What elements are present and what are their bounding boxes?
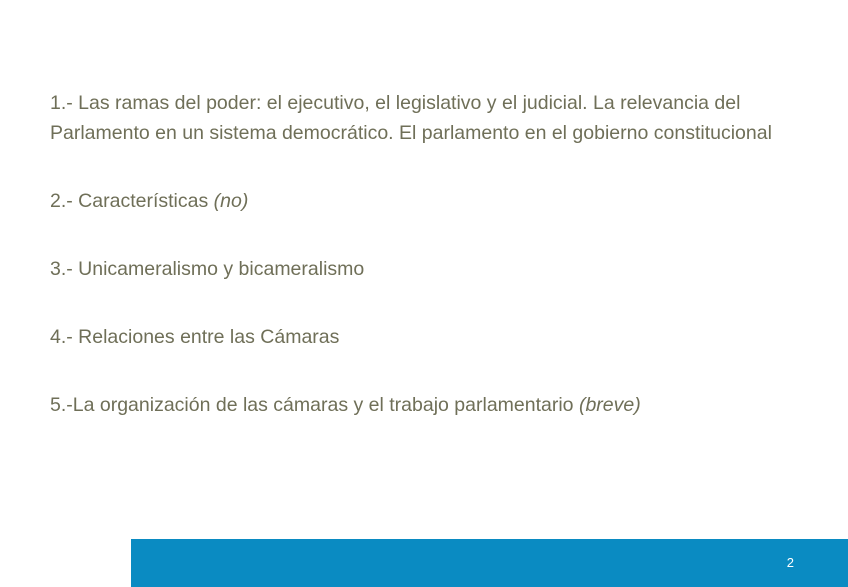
footer-bar — [131, 539, 848, 587]
page-number: 2 — [786, 555, 794, 570]
topic-item-4 — [50, 322, 810, 352]
topic-note: (no) — [213, 190, 249, 212]
topic-item-2 — [50, 186, 810, 216]
topic-text: 4.- Relaciones entre las Cámaras — [50, 326, 340, 348]
topic-item-5 — [50, 390, 810, 420]
topic-note: (breve) — [578, 394, 641, 416]
topic-text: 5.-La organización de las cámaras y el trabajo parlamentario — [50, 394, 579, 416]
topic-text: 2.- Características — [50, 190, 214, 212]
topic-item-1 — [50, 88, 810, 148]
topic-text: 1.- Las ramas del poder: el ejecutivo, el legislativo y el judicial. La relevancia del Parlamento en un sistema democrático. El parlamento en el gobierno constitucional — [50, 92, 772, 144]
topic-text: 3.- Unicameralismo y bicameralismo — [50, 258, 365, 280]
topic-list — [50, 88, 810, 420]
topic-item-3 — [50, 254, 810, 284]
